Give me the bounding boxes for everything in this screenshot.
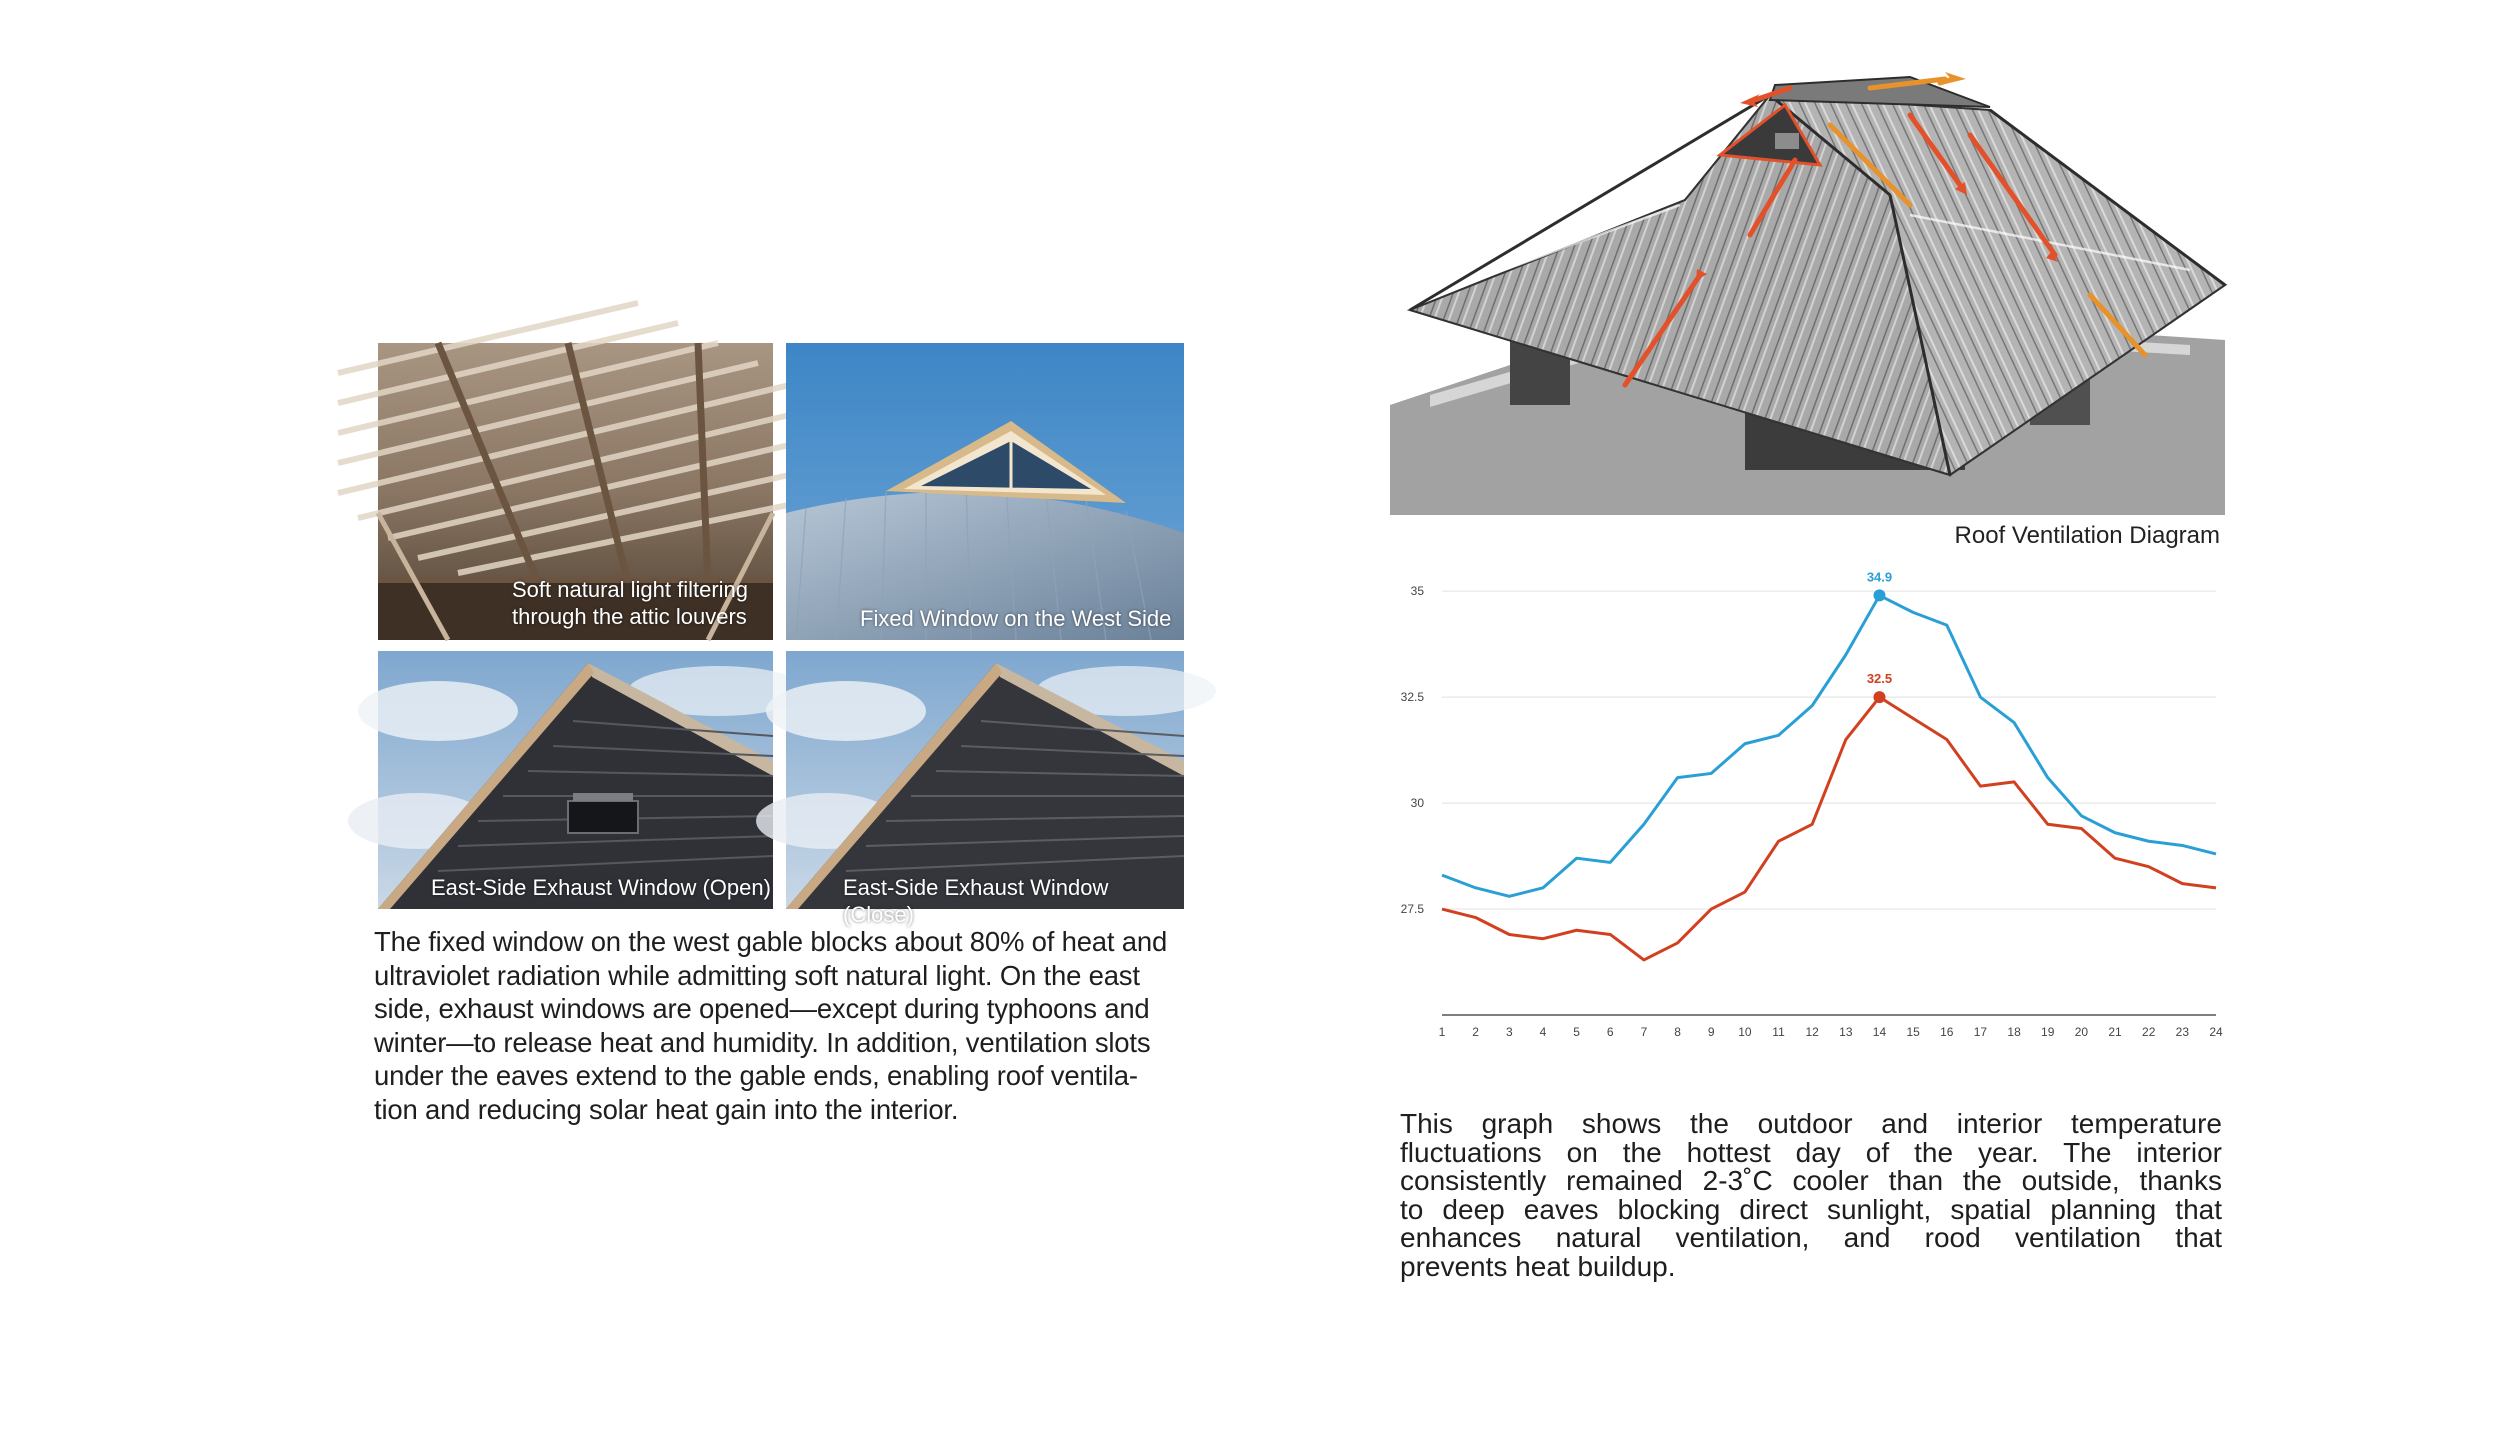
exhaust-open-image bbox=[378, 651, 773, 909]
roof-ventilation-diagram bbox=[1390, 55, 2225, 515]
x-tick-label: 21 bbox=[2108, 1025, 2122, 1039]
x-tick-label: 16 bbox=[1940, 1025, 1954, 1039]
x-tick-label: 11 bbox=[1772, 1025, 1785, 1039]
peak-point-1 bbox=[1873, 589, 1885, 601]
y-tick-label: 32.5 bbox=[1400, 690, 1424, 705]
x-tick-label: 7 bbox=[1640, 1025, 1648, 1039]
x-tick-label: 14 bbox=[1872, 1025, 1887, 1039]
caption-line: Fixed Window on the West Side bbox=[860, 606, 1172, 631]
paragraph-line: winter—to release heat and humidity. In addition, ventilation slots bbox=[374, 1026, 1151, 1058]
paragraph-line: under the eaves extend to the gable ends, enabling roof ventila- bbox=[374, 1060, 1138, 1091]
x-tick-label: 10 bbox=[1738, 1025, 1752, 1039]
paragraph-line: tion and reducing solar heat gain into the interior. bbox=[374, 1093, 959, 1125]
roof-illustration bbox=[1390, 55, 2225, 515]
caption-line: East-Side Exhaust Window (Open) bbox=[431, 875, 771, 900]
x-tick-label: 2 bbox=[1472, 1025, 1479, 1039]
y-tick-label: 35 bbox=[1410, 584, 1424, 599]
exhaust-close-image bbox=[786, 651, 1184, 909]
x-tick-label: 4 bbox=[1539, 1025, 1547, 1039]
x-tick-label: 15 bbox=[1906, 1025, 1920, 1039]
x-tick-label: 19 bbox=[2041, 1025, 2055, 1039]
photo-east-exhaust-open bbox=[378, 651, 773, 909]
x-tick-label: 23 bbox=[2175, 1025, 2190, 1039]
peak-point-2 bbox=[1873, 691, 1885, 703]
caption-line: through the attic louvers bbox=[512, 604, 747, 629]
photo-east-exhaust-close bbox=[786, 651, 1184, 927]
x-tick-label: 6 bbox=[1606, 1025, 1614, 1039]
photo-caption bbox=[512, 576, 762, 630]
peak-data-label: 32.5 bbox=[1866, 671, 1893, 687]
y-tick-label: 30 bbox=[1410, 796, 1424, 811]
photo-attic-louvers bbox=[378, 343, 773, 640]
x-tick-label: 22 bbox=[2142, 1025, 2156, 1039]
paragraph-line: enhances natural ventilation, and rood ventilation that bbox=[1400, 1222, 2222, 1254]
x-tick-label: 18 bbox=[2007, 1025, 2021, 1039]
paragraph-line: ultraviolet radiation while admitting soft natural light. On the east bbox=[374, 959, 1140, 991]
x-tick-label: 24 bbox=[2209, 1025, 2223, 1039]
x-tick-label: 20 bbox=[2074, 1025, 2089, 1039]
fixed-window-image bbox=[786, 343, 1184, 640]
temperature-chart bbox=[1390, 560, 2230, 1040]
paragraph-line: This graph shows the outdoor and interior temperature bbox=[1400, 1108, 2222, 1139]
x-tick-label: 9 bbox=[1707, 1025, 1715, 1039]
series-line-1 bbox=[1442, 595, 2216, 896]
left-paragraph bbox=[374, 925, 1184, 1126]
series-line-2 bbox=[1442, 697, 2216, 960]
x-tick-label: 8 bbox=[1674, 1025, 1681, 1039]
diagram-label: Roof Ventilation Diagram bbox=[1954, 522, 2220, 549]
paragraph-line: fluctuations on the hottest day of the year. The interior bbox=[1400, 1136, 2222, 1168]
paragraph-line: to deep eaves blocking direct sunlight, spatial planning that bbox=[1400, 1193, 2222, 1225]
x-tick-label: 13 bbox=[1839, 1025, 1853, 1039]
paragraph-line: prevents heat buildup. bbox=[1400, 1250, 1676, 1282]
photo-caption bbox=[860, 605, 1180, 632]
y-tick-label: 27.5 bbox=[1400, 902, 1424, 917]
x-tick-label: 12 bbox=[1805, 1025, 1819, 1039]
caption-line: Soft natural light filtering bbox=[512, 577, 749, 602]
x-tick-label: 1 bbox=[1438, 1025, 1446, 1039]
paragraph-line: consistently remained 2-3˚C cooler than the outside, thanks bbox=[1400, 1165, 2222, 1197]
photo-fixed-window-west bbox=[786, 343, 1184, 640]
caption-line: East-Side Exhaust Window (Close) bbox=[843, 875, 1109, 927]
paragraph-line: side, exhaust windows are opened—except during typhoons and bbox=[374, 993, 1150, 1024]
paragraph-line: The fixed window on the west gable blocks about 80% of heat and bbox=[374, 926, 1168, 957]
x-tick-label: 17 bbox=[1973, 1025, 1988, 1039]
photo-caption bbox=[843, 874, 1183, 928]
x-tick-label: 5 bbox=[1573, 1025, 1580, 1039]
x-tick-label: 3 bbox=[1505, 1025, 1513, 1039]
peak-data-label: 34.9 bbox=[1866, 569, 1893, 585]
right-paragraph bbox=[1400, 1110, 2222, 1282]
photo-caption bbox=[431, 874, 771, 901]
